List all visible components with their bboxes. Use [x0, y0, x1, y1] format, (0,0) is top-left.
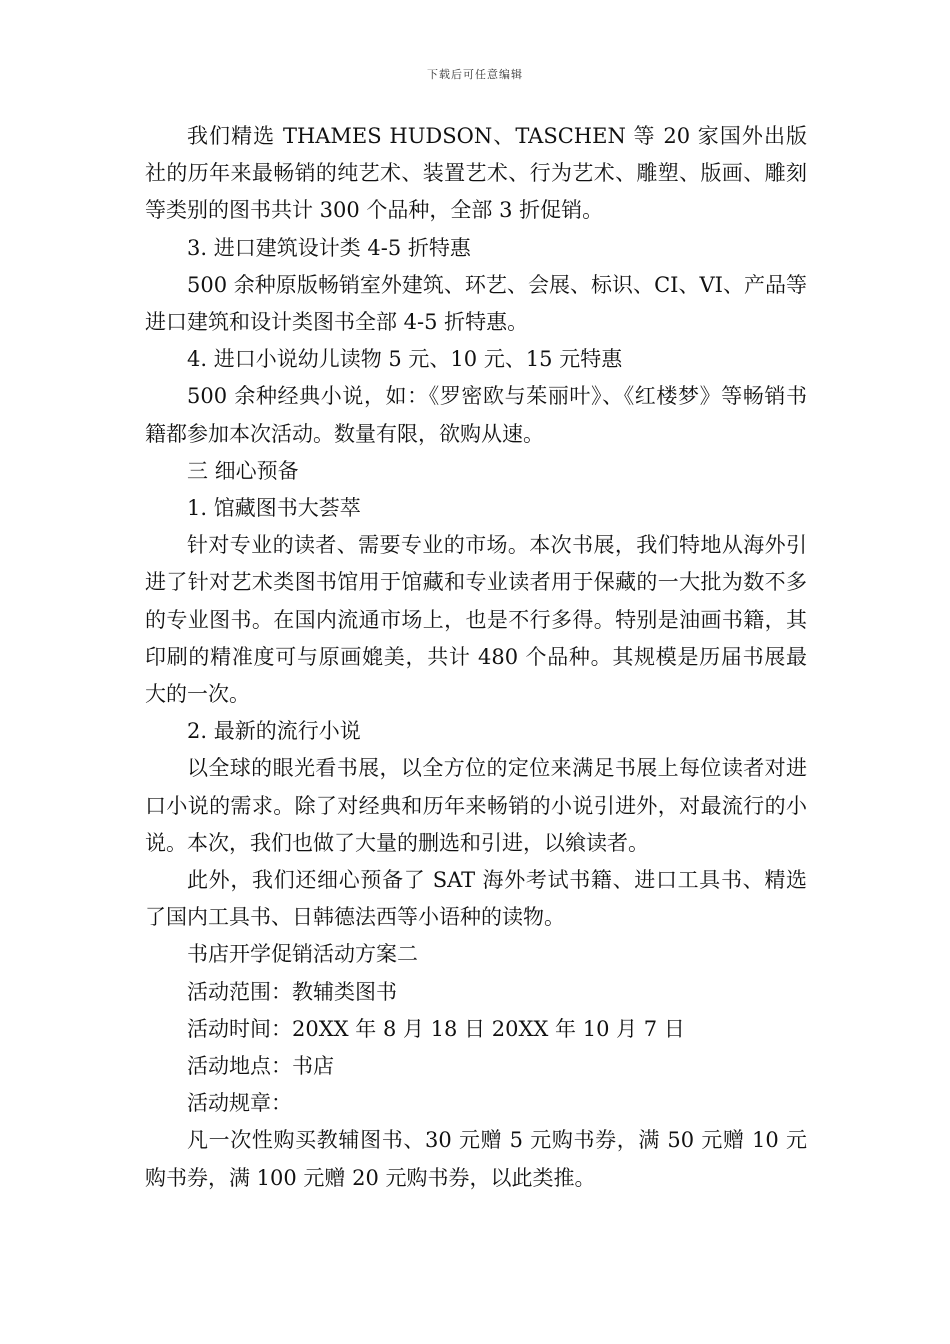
heading-architecture-design: 3. 进口建筑设计类 4-5 折特惠 — [187, 235, 471, 260]
heading-plan-two: 书店开学促销活动方案二 — [187, 942, 418, 967]
paragraph-art-books: 我们精选 THAMES HUDSON、TASCHEN 等 20 家国外出版社的历年来最畅销的纯艺术、装置艺术、行为艺术、雕塑、版画、雕刻等类别的图书共计 300 个品种，全部 3 折促销。 — [145, 124, 807, 223]
heading-collection-books: 1. 馆藏图书大荟萃 — [187, 496, 361, 521]
paragraph-activity-rules: 凡一次性购买教辅图书、30 元赠 5 元购书券，满 50 元赠 10 元购书券，满 100 元赠 20 元购书券，以此类推。 — [145, 1128, 807, 1190]
paragraph-collection-books: 针对专业的读者、需要专业的市场。本次书展，我们特地从海外引进了针对艺术类图书馆用于馆藏和专业读者用于保藏的一大批为数不多的专业图书。在国内流通市场上，也是不行多得。特别是油画书籍，其印刷的精准度可与原画媲美，共计 480 个品种。其规模是历届书展最大的一次。 — [145, 533, 807, 707]
header-note: 下载后可任意编辑 — [427, 68, 523, 81]
paragraph-architecture-design: 500 余种原版畅销室外建筑、环艺、会展、标识、CI、VI、产品等进口建筑和设计类图书全部 4-5 折特惠。 — [145, 272, 807, 335]
document-body — [145, 118, 807, 1197]
activity-time: 活动时间：20XX 年 8 月 18 日 20XX 年 10 月 7 日 — [187, 1016, 685, 1041]
paragraph-popular-novels: 以全球的眼光看书展，以全方位的定位来满足书展上每位读者对进口小说的需求。除了对经典和历年来畅销的小说引进外，对最流行的小说。本次，我们也做了大量的删选和引进，以飨读者。 — [145, 756, 807, 855]
activity-rules-heading: 活动规章： — [187, 1091, 292, 1116]
heading-popular-novels: 2. 最新的流行小说 — [187, 719, 361, 744]
paragraph-additional-books: 此外，我们还细心预备了 SAT 海外考试书籍、进口工具书、精选了国内工具书、日韩德法西等小语种的读物。 — [145, 868, 807, 930]
heading-novels-children: 4. 进口小说幼儿读物 5 元、10 元、15 元特惠 — [187, 347, 623, 372]
activity-scope: 活动范围：教辅类图书 — [187, 979, 397, 1004]
paragraph-novels-children: 500 余种经典小说，如：《罗密欧与茱丽叶》、《红楼梦》等畅销书籍都参加本次活动。数量有限，欲购从速。 — [145, 384, 807, 446]
activity-location: 活动地点：书店 — [187, 1054, 334, 1079]
heading-careful-preparation: 三 细心预备 — [187, 458, 299, 483]
